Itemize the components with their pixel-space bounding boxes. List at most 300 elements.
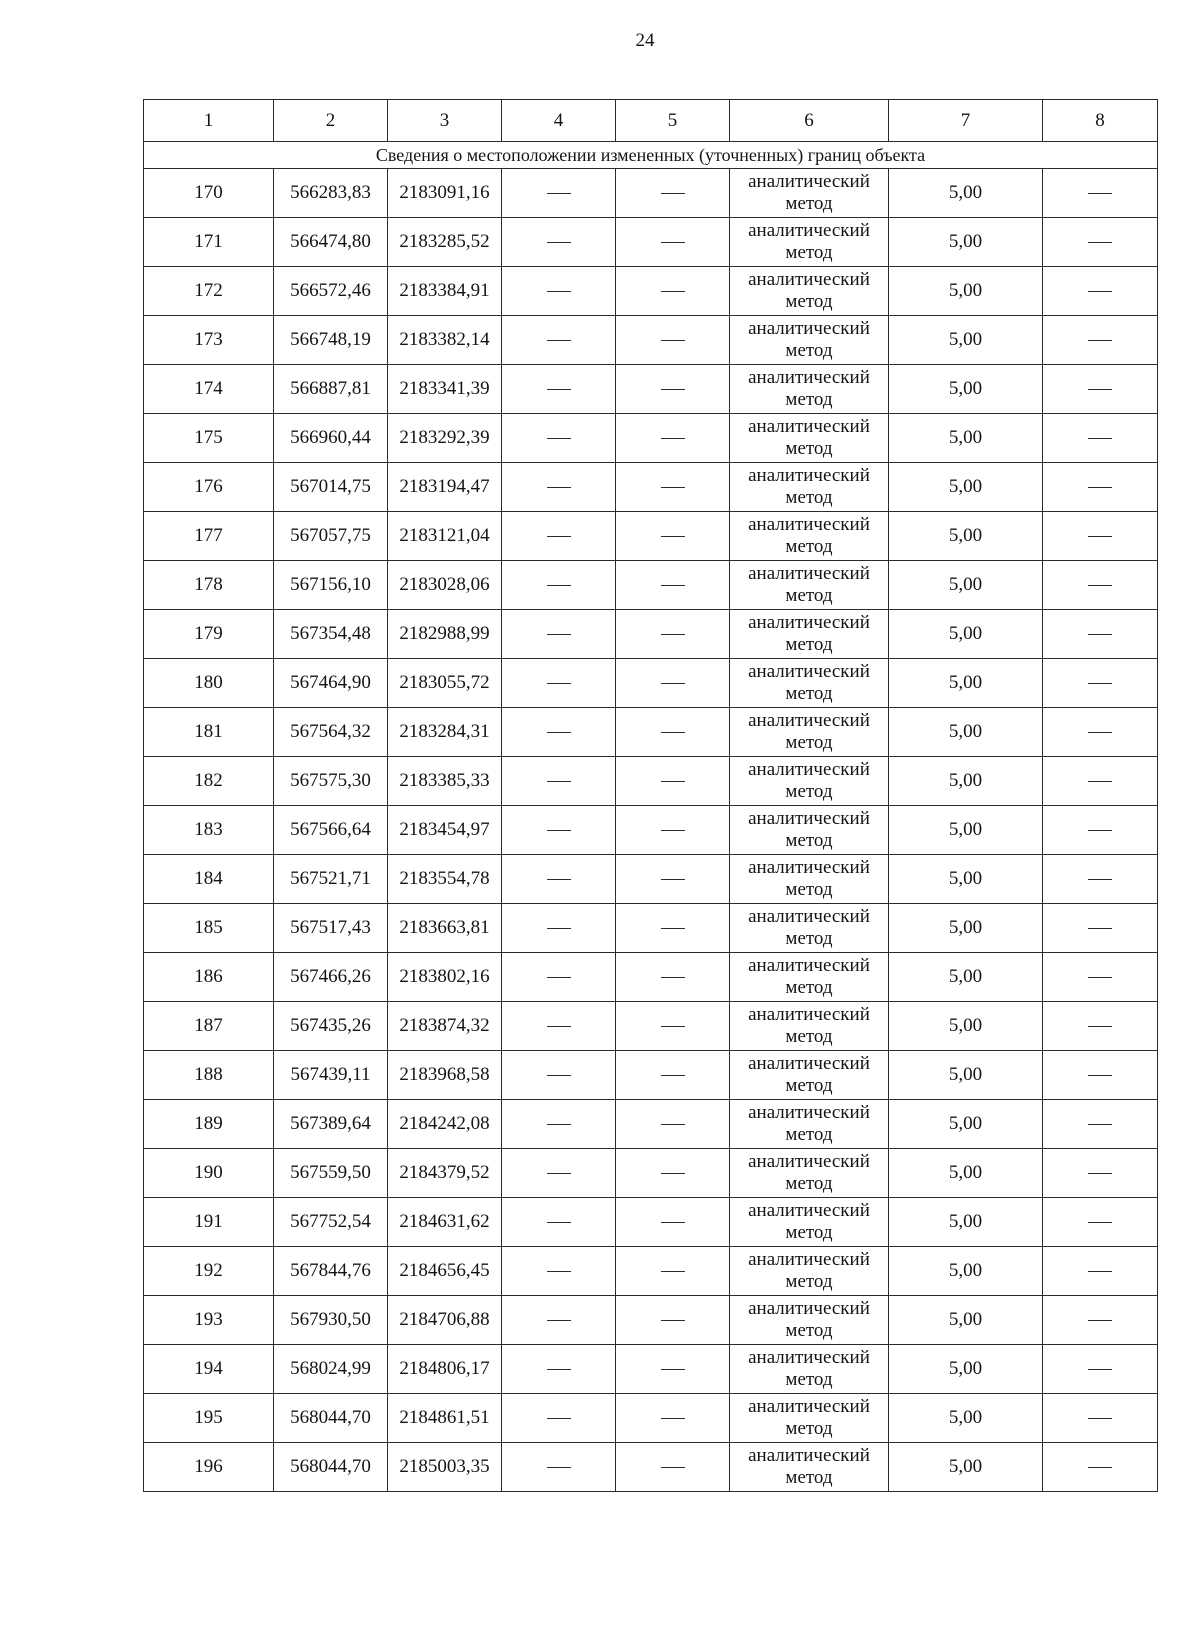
empty-cell-8 [1043,463,1158,512]
coordinate-x: 568044,70 [274,1394,388,1443]
precision-cell: 5,00 [889,218,1043,267]
empty-cell-5 [616,365,730,414]
dash-mark [547,389,571,391]
column-header-6: 6 [730,100,889,142]
point-number: 177 [144,512,274,561]
dash-mark [547,683,571,685]
dash-mark [547,977,571,979]
header-row [144,100,1158,142]
table-row [144,1002,1158,1051]
dash-mark [1088,438,1112,440]
method-cell: аналитический метод [730,904,889,953]
dash-mark [661,830,685,832]
table-row [144,855,1158,904]
empty-cell-4 [502,1247,616,1296]
table-row [144,1296,1158,1345]
coordinate-x: 568044,70 [274,1443,388,1492]
coordinate-y: 2183663,81 [388,904,502,953]
table-row [144,1394,1158,1443]
empty-cell-4 [502,1149,616,1198]
method-cell: аналитический метод [730,659,889,708]
method-cell: аналитический метод [730,1247,889,1296]
precision-cell: 5,00 [889,414,1043,463]
table-row [144,1345,1158,1394]
coordinate-y: 2184379,52 [388,1149,502,1198]
method-cell: аналитический метод [730,1100,889,1149]
coordinate-y: 2184806,17 [388,1345,502,1394]
point-number: 179 [144,610,274,659]
dash-mark [1088,1026,1112,1028]
empty-cell-8 [1043,904,1158,953]
empty-cell-5 [616,1051,730,1100]
dash-mark [661,487,685,489]
coordinate-y: 2183341,39 [388,365,502,414]
point-number: 184 [144,855,274,904]
empty-cell-8 [1043,757,1158,806]
table-row [144,267,1158,316]
table-row [144,1443,1158,1492]
coordinate-y: 2184631,62 [388,1198,502,1247]
dash-mark [1088,1271,1112,1273]
dash-mark [661,242,685,244]
coordinate-x: 567466,26 [274,953,388,1002]
method-cell: аналитический метод [730,806,889,855]
dash-mark [1088,1320,1112,1322]
empty-cell-5 [616,1198,730,1247]
precision-cell: 5,00 [889,1394,1043,1443]
point-number: 180 [144,659,274,708]
empty-cell-8 [1043,1198,1158,1247]
precision-cell: 5,00 [889,1149,1043,1198]
table-row [144,708,1158,757]
coordinate-x: 567575,30 [274,757,388,806]
empty-cell-5 [616,463,730,512]
table-row [144,806,1158,855]
dash-mark [547,1320,571,1322]
method-cell: аналитический метод [730,365,889,414]
empty-cell-4 [502,1443,616,1492]
coordinate-y: 2182988,99 [388,610,502,659]
dash-mark [1088,585,1112,587]
empty-cell-5 [616,414,730,463]
dash-mark [1088,487,1112,489]
point-number: 189 [144,1100,274,1149]
dash-mark [661,1467,685,1469]
dash-mark [661,1026,685,1028]
empty-cell-8 [1043,1296,1158,1345]
dash-mark [1088,830,1112,832]
empty-cell-8 [1043,512,1158,561]
coordinate-x: 566474,80 [274,218,388,267]
empty-cell-5 [616,1394,730,1443]
table-row [144,414,1158,463]
table-row [144,953,1158,1002]
empty-cell-5 [616,1149,730,1198]
table-row [144,904,1158,953]
precision-cell: 5,00 [889,904,1043,953]
coordinate-x: 567517,43 [274,904,388,953]
method-cell: аналитический метод [730,1443,889,1492]
coordinate-y: 2183292,39 [388,414,502,463]
coordinate-x: 567389,64 [274,1100,388,1149]
coordinate-x: 566960,44 [274,414,388,463]
coordinate-y: 2183874,32 [388,1002,502,1051]
dash-mark [1088,1124,1112,1126]
dash-mark [547,928,571,930]
column-header-5: 5 [616,100,730,142]
method-cell: аналитический метод [730,1296,889,1345]
dash-mark [661,340,685,342]
table-row [144,169,1158,218]
coordinate-x: 568024,99 [274,1345,388,1394]
empty-cell-8 [1043,1247,1158,1296]
coordinate-y: 2184656,45 [388,1247,502,1296]
dash-mark [661,1369,685,1371]
dash-mark [661,977,685,979]
coordinate-y: 2183285,52 [388,218,502,267]
empty-cell-4 [502,1296,616,1345]
dash-mark [547,1075,571,1077]
method-cell: аналитический метод [730,1002,889,1051]
empty-cell-4 [502,512,616,561]
empty-cell-4 [502,1051,616,1100]
empty-cell-8 [1043,1394,1158,1443]
table-row [144,365,1158,414]
empty-cell-4 [502,806,616,855]
point-number: 181 [144,708,274,757]
empty-cell-8 [1043,365,1158,414]
section-title: Сведения о местоположении измененных (уточненных) границ объекта [144,142,1158,169]
dash-mark [547,536,571,538]
coordinate-y: 2183121,04 [388,512,502,561]
precision-cell: 5,00 [889,953,1043,1002]
coordinate-x: 567566,64 [274,806,388,855]
coordinate-x: 567435,26 [274,1002,388,1051]
column-header-8: 8 [1043,100,1158,142]
empty-cell-4 [502,316,616,365]
table-row [144,757,1158,806]
empty-cell-5 [616,1100,730,1149]
precision-cell: 5,00 [889,757,1043,806]
method-cell: аналитический метод [730,316,889,365]
point-number: 183 [144,806,274,855]
point-number: 182 [144,757,274,806]
table-row [144,512,1158,561]
dash-mark [1088,340,1112,342]
method-cell: аналитический метод [730,169,889,218]
empty-cell-5 [616,659,730,708]
dash-mark [1088,781,1112,783]
coordinate-x: 567057,75 [274,512,388,561]
coordinate-x: 566748,19 [274,316,388,365]
point-number: 192 [144,1247,274,1296]
dash-mark [547,1418,571,1420]
precision-cell: 5,00 [889,806,1043,855]
point-number: 193 [144,1296,274,1345]
empty-cell-4 [502,1100,616,1149]
coordinate-x: 567354,48 [274,610,388,659]
table-row [144,659,1158,708]
coordinate-y: 2183454,97 [388,806,502,855]
dash-mark [661,732,685,734]
dash-mark [661,536,685,538]
column-header-1: 1 [144,100,274,142]
empty-cell-5 [616,316,730,365]
precision-cell: 5,00 [889,169,1043,218]
dash-mark [1088,683,1112,685]
coordinate-y: 2184861,51 [388,1394,502,1443]
precision-cell: 5,00 [889,1002,1043,1051]
column-header-3: 3 [388,100,502,142]
empty-cell-8 [1043,169,1158,218]
empty-cell-5 [616,218,730,267]
table-row [144,1198,1158,1247]
precision-cell: 5,00 [889,855,1043,904]
empty-cell-4 [502,659,616,708]
coordinate-y: 2184242,08 [388,1100,502,1149]
point-number: 172 [144,267,274,316]
precision-cell: 5,00 [889,1345,1043,1394]
precision-cell: 5,00 [889,267,1043,316]
dash-mark [661,585,685,587]
empty-cell-8 [1043,316,1158,365]
method-cell: аналитический метод [730,561,889,610]
table-row [144,463,1158,512]
precision-cell: 5,00 [889,1198,1043,1247]
coordinate-x: 567156,10 [274,561,388,610]
empty-cell-4 [502,1002,616,1051]
table-row [144,1100,1158,1149]
dash-mark [661,879,685,881]
coordinate-x: 567439,11 [274,1051,388,1100]
precision-cell: 5,00 [889,463,1043,512]
method-cell: аналитический метод [730,1394,889,1443]
dash-mark [547,634,571,636]
precision-cell: 5,00 [889,512,1043,561]
coordinate-x: 567464,90 [274,659,388,708]
coordinate-y: 2183055,72 [388,659,502,708]
table-row [144,561,1158,610]
dash-mark [547,487,571,489]
dash-mark [547,781,571,783]
coordinate-y: 2183284,31 [388,708,502,757]
table-body [144,100,1158,1492]
point-number: 190 [144,1149,274,1198]
method-cell: аналитический метод [730,855,889,904]
table-row [144,218,1158,267]
empty-cell-5 [616,708,730,757]
dash-mark [547,1222,571,1224]
dash-mark [1088,977,1112,979]
dash-mark [661,1320,685,1322]
dash-mark [547,732,571,734]
point-number: 194 [144,1345,274,1394]
method-cell: аналитический метод [730,1051,889,1100]
empty-cell-5 [616,904,730,953]
empty-cell-8 [1043,610,1158,659]
dash-mark [547,291,571,293]
coordinate-y: 2183554,78 [388,855,502,904]
dash-mark [547,1026,571,1028]
dash-mark [547,1369,571,1371]
dash-mark [547,1467,571,1469]
coordinate-y: 2183382,14 [388,316,502,365]
empty-cell-4 [502,855,616,904]
empty-cell-4 [502,218,616,267]
method-cell: аналитический метод [730,953,889,1002]
precision-cell: 5,00 [889,316,1043,365]
empty-cell-8 [1043,708,1158,757]
dash-mark [661,1271,685,1273]
point-number: 171 [144,218,274,267]
table-row [144,610,1158,659]
dash-mark [661,1418,685,1420]
table-row [144,1051,1158,1100]
method-cell: аналитический метод [730,757,889,806]
dash-mark [661,389,685,391]
point-number: 185 [144,904,274,953]
dash-mark [661,193,685,195]
coordinate-x: 567752,54 [274,1198,388,1247]
empty-cell-5 [616,512,730,561]
empty-cell-5 [616,1002,730,1051]
coordinate-y: 2183028,06 [388,561,502,610]
dash-mark [547,1271,571,1273]
coordinate-x: 567014,75 [274,463,388,512]
empty-cell-4 [502,708,616,757]
dash-mark [661,928,685,930]
dash-mark [547,830,571,832]
point-number: 174 [144,365,274,414]
page-number: 24 [635,30,655,51]
dash-mark [661,781,685,783]
empty-cell-8 [1043,1002,1158,1051]
point-number: 176 [144,463,274,512]
empty-cell-4 [502,169,616,218]
method-cell: аналитический метод [730,267,889,316]
coordinate-x: 566283,83 [274,169,388,218]
dash-mark [1088,242,1112,244]
empty-cell-4 [502,414,616,463]
dash-mark [1088,389,1112,391]
coordinate-y: 2185003,35 [388,1443,502,1492]
empty-cell-8 [1043,1100,1158,1149]
dash-mark [661,1173,685,1175]
empty-cell-5 [616,169,730,218]
method-cell: аналитический метод [730,1198,889,1247]
dash-mark [661,1075,685,1077]
dash-mark [547,438,571,440]
empty-cell-5 [616,1247,730,1296]
coordinates-table [143,99,1158,1492]
precision-cell: 5,00 [889,610,1043,659]
empty-cell-4 [502,1345,616,1394]
dash-mark [1088,1222,1112,1224]
method-cell: аналитический метод [730,1149,889,1198]
empty-cell-5 [616,1443,730,1492]
coordinate-x: 566887,81 [274,365,388,414]
precision-cell: 5,00 [889,365,1043,414]
coordinate-x: 566572,46 [274,267,388,316]
dash-mark [547,193,571,195]
empty-cell-4 [502,1198,616,1247]
empty-cell-5 [616,1345,730,1394]
dash-mark [547,1173,571,1175]
method-cell: аналитический метод [730,218,889,267]
dash-mark [661,683,685,685]
dash-mark [1088,928,1112,930]
method-cell: аналитический метод [730,610,889,659]
empty-cell-4 [502,953,616,1002]
point-number: 188 [144,1051,274,1100]
point-number: 191 [144,1198,274,1247]
dash-mark [547,1124,571,1126]
method-cell: аналитический метод [730,1345,889,1394]
empty-cell-8 [1043,806,1158,855]
empty-cell-8 [1043,267,1158,316]
column-header-4: 4 [502,100,616,142]
empty-cell-8 [1043,1051,1158,1100]
empty-cell-8 [1043,1149,1158,1198]
table-row [144,1149,1158,1198]
dash-mark [1088,1173,1112,1175]
dash-mark [1088,634,1112,636]
coordinate-y: 2183194,47 [388,463,502,512]
table-row [144,1247,1158,1296]
method-cell: аналитический метод [730,414,889,463]
point-number: 186 [144,953,274,1002]
method-cell: аналитический метод [730,463,889,512]
dash-mark [547,585,571,587]
coordinate-x: 567559,50 [274,1149,388,1198]
point-number: 195 [144,1394,274,1443]
empty-cell-5 [616,806,730,855]
coordinate-y: 2184706,88 [388,1296,502,1345]
empty-cell-4 [502,463,616,512]
precision-cell: 5,00 [889,708,1043,757]
empty-cell-5 [616,953,730,1002]
dash-mark [1088,536,1112,538]
dash-mark [661,634,685,636]
dash-mark [1088,732,1112,734]
precision-cell: 5,00 [889,659,1043,708]
empty-cell-5 [616,267,730,316]
empty-cell-4 [502,267,616,316]
empty-cell-8 [1043,218,1158,267]
precision-cell: 5,00 [889,561,1043,610]
empty-cell-8 [1043,1443,1158,1492]
empty-cell-8 [1043,561,1158,610]
method-cell: аналитический метод [730,512,889,561]
coordinate-y: 2183968,58 [388,1051,502,1100]
empty-cell-5 [616,757,730,806]
coordinate-x: 567564,32 [274,708,388,757]
empty-cell-4 [502,757,616,806]
coordinate-y: 2183384,91 [388,267,502,316]
dash-mark [1088,1467,1112,1469]
precision-cell: 5,00 [889,1100,1043,1149]
empty-cell-4 [502,610,616,659]
point-number: 187 [144,1002,274,1051]
section-title-row [144,142,1158,169]
coordinate-x: 567930,50 [274,1296,388,1345]
empty-cell-8 [1043,1345,1158,1394]
dash-mark [1088,291,1112,293]
empty-cell-4 [502,904,616,953]
column-header-2: 2 [274,100,388,142]
point-number: 170 [144,169,274,218]
empty-cell-5 [616,1296,730,1345]
